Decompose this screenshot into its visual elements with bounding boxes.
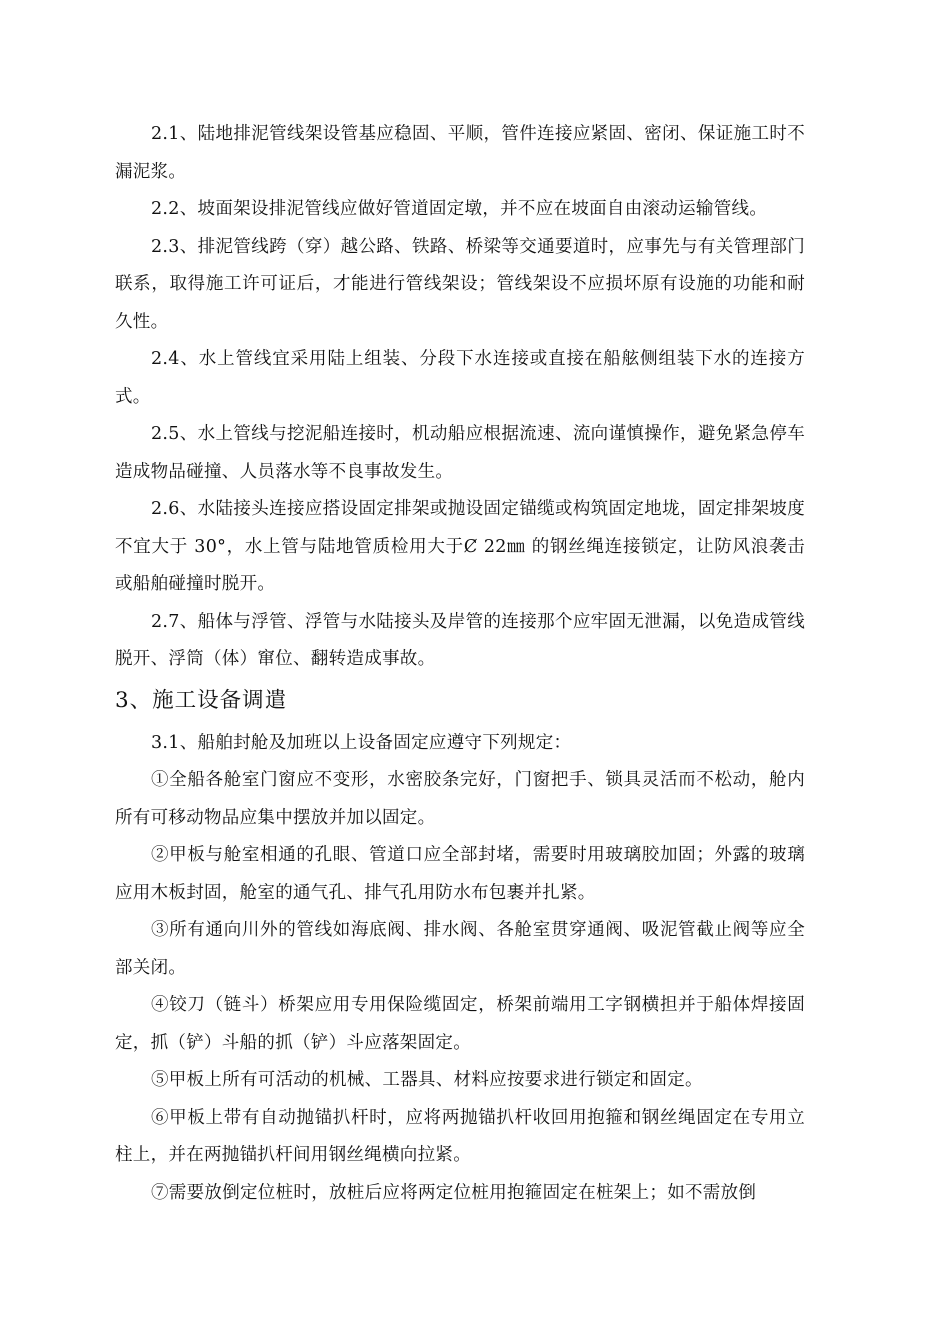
paragraph-2-6: 2.6、水陆接头连接应搭设固定排架或抛设固定锚缆或构筑固定地垅，固定排架坡度不宜大于 30°，水上管与陆地管质检用大于Ȼ 22㎜ 的钢丝绳连接锁定，让防风浪袭击或船舶碰撞时脱开。	[115, 499, 805, 594]
paragraph-3-1: 3.1、船舶封舱及加班以上设备固定应遵守下列规定：	[151, 732, 572, 753]
document-body	[115, 116, 805, 1212]
list-item-2: ②甲板与舱室相通的孔眼、管道口应全部封堵，需要时用玻璃胶加固；外露的玻璃应用木板封固，舱室的通气孔、排气孔用防水布包裹并扎紧。	[115, 845, 805, 903]
list-item-6: ⑥甲板上带有自动抛锚扒杆时，应将两抛锚扒杆收回用抱箍和钢丝绳固定在专用立柱上，并在两抛锚扒杆间用钢丝绳横向拉紧。	[115, 1107, 805, 1165]
paragraph-2-5: 2.5、水上管线与挖泥船连接时，机动船应根据流速、流向谨慎操作，避免紧急停车造成物品碰撞、人员落水等不良事故发生。	[115, 424, 805, 482]
list-item-3: ③所有通向川外的管线如海底阀、排水阀、各舱室贯穿通阀、吸泥管截止阀等应全部关闭。	[115, 920, 805, 978]
paragraph-2-1: 2.1、陆地排泥管线架设管基应稳固、平顺，管件连接应紧固、密闭、保证施工时不漏泥浆。	[115, 124, 805, 182]
section-3-heading: 3、施工设备调遣	[115, 687, 288, 713]
paragraph-2-7: 2.7、船体与浮管、浮管与水陆接头及岸管的连接那个应牢固无泄漏，以免造成管线脱开、浮筒（体）窜位、翻转造成事故。	[115, 611, 805, 669]
list-item-7: ⑦需要放倒定位桩时，放桩后应将两定位桩用抱箍固定在桩架上；如不需放倒	[151, 1182, 757, 1203]
paragraph-2-4: 2.4、水上管线宜采用陆上组装、分段下水连接或直接在船舷侧组装下水的连接方式。	[115, 349, 805, 407]
paragraph-2-3: 2.3、排泥管线跨（穿）越公路、铁路、桥梁等交通要道时，应事先与有关管理部门联系，取得施工许可证后，才能进行管线架设；管线架设不应损坏原有设施的功能和耐久性。	[115, 236, 805, 332]
list-item-1: ①全船各舱室门窗应不变形，水密胶条完好，门窗把手、锁具灵活而不松动，舱内所有可移动物品应集中摆放并加以固定。	[115, 770, 805, 828]
list-item-5: ⑤甲板上所有可活动的机械、工器具、材料应按要求进行锁定和固定。	[151, 1070, 703, 1090]
paragraph-2-2: 2.2、坡面架设排泥管线应做好管道固定墩，并不应在坡面自由滚动运输管线。	[151, 199, 768, 219]
list-item-4: ④铰刀（链斗）桥架应用专用保险缆固定，桥架前端用工字钢横担并于船体焊接固定，抓（铲）斗船的抓（铲）斗应落架固定。	[115, 995, 805, 1053]
